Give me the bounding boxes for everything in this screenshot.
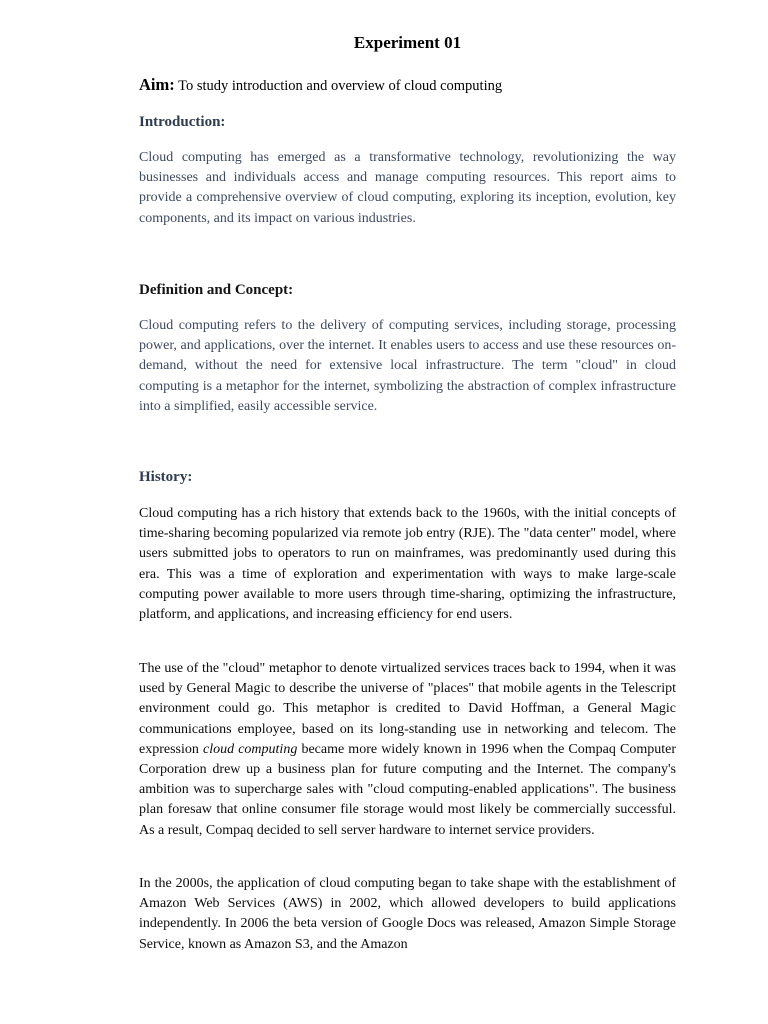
history-paragraph-1: Cloud computing has a rich history that extends back to the 1960s, with the initial concepts of time-sharing becoming popularized via remote job entry (RJE). The "data center" model, where users submitted jobs to operators to run on mainframes, was predominantly used during this era. This was a time of exploration and experimentation with ways to make large-scale computing power available to more users through time-sharing, optimizing the infrastructure, platform, and applications, and increasing efficiency for end users. xyxy=(139,506,676,623)
history-paragraph-2-emphasis: cloud computing xyxy=(203,741,298,757)
history-paragraph-2 xyxy=(139,659,676,841)
history-paragraph-3: In the 2000s, the application of cloud computing began to take shape with the establishment of Amazon Web Services (AWS) in 2002, which allowed developers to build applications independently. In 2006 the beta version of Google Docs was released, Amazon Simple Storage Service, known as Amazon S3, and the Amazon xyxy=(139,876,676,952)
introduction-heading: Introduction: xyxy=(139,114,226,130)
definition-heading: Definition and Concept: xyxy=(139,282,294,298)
definition-paragraph: Cloud computing refers to the delivery of computing services, including storage, processing power, and applications, over the internet. It enables users to access and use these resources on-demand, without the need for extensive local infrastructure. The term "cloud" in cloud computing is a metaphor for the internet, symbolizing the abstraction of complex infrastructure into a simplified, easily accessible service. xyxy=(139,318,676,414)
history-paragraph-2-start: The use of the "cloud" metaphor to denote virtualized services traces back to 1994, when it was used by General Magic to describe the universe of "places" that mobile agents in the Telescript environment could go. This metaphor is credited to David Hoffman, a General Magic communications employee, based on its long-standing use in networking and telecom. The expression xyxy=(139,661,676,757)
history-heading: History: xyxy=(139,469,193,485)
document-title: Experiment 01 xyxy=(353,33,462,52)
aim-text: To study introduction and overview of cloud computing xyxy=(178,78,503,94)
aim-label: Aim: xyxy=(139,75,175,94)
introduction-paragraph: Cloud computing has emerged as a transformative technology, revolutionizing the way businesses and individuals access and manage computing resources. This report aims to provide a comprehensive overview of cloud computing, exploring its inception, evolution, key components, and its impact on various industries. xyxy=(139,150,676,226)
history-paragraph-2-end: became more widely known in 1996 when the Compaq Computer Corporation drew up a business plan for future computing and the Internet. The company's ambition was to supercharge sales with "cloud computing-enabled applications". The business plan foresaw that online consumer file storage would most likely be commercially successful. As a result, Compaq decided to sell server hardware to internet service providers. xyxy=(139,741,676,838)
aim-line xyxy=(139,75,676,96)
